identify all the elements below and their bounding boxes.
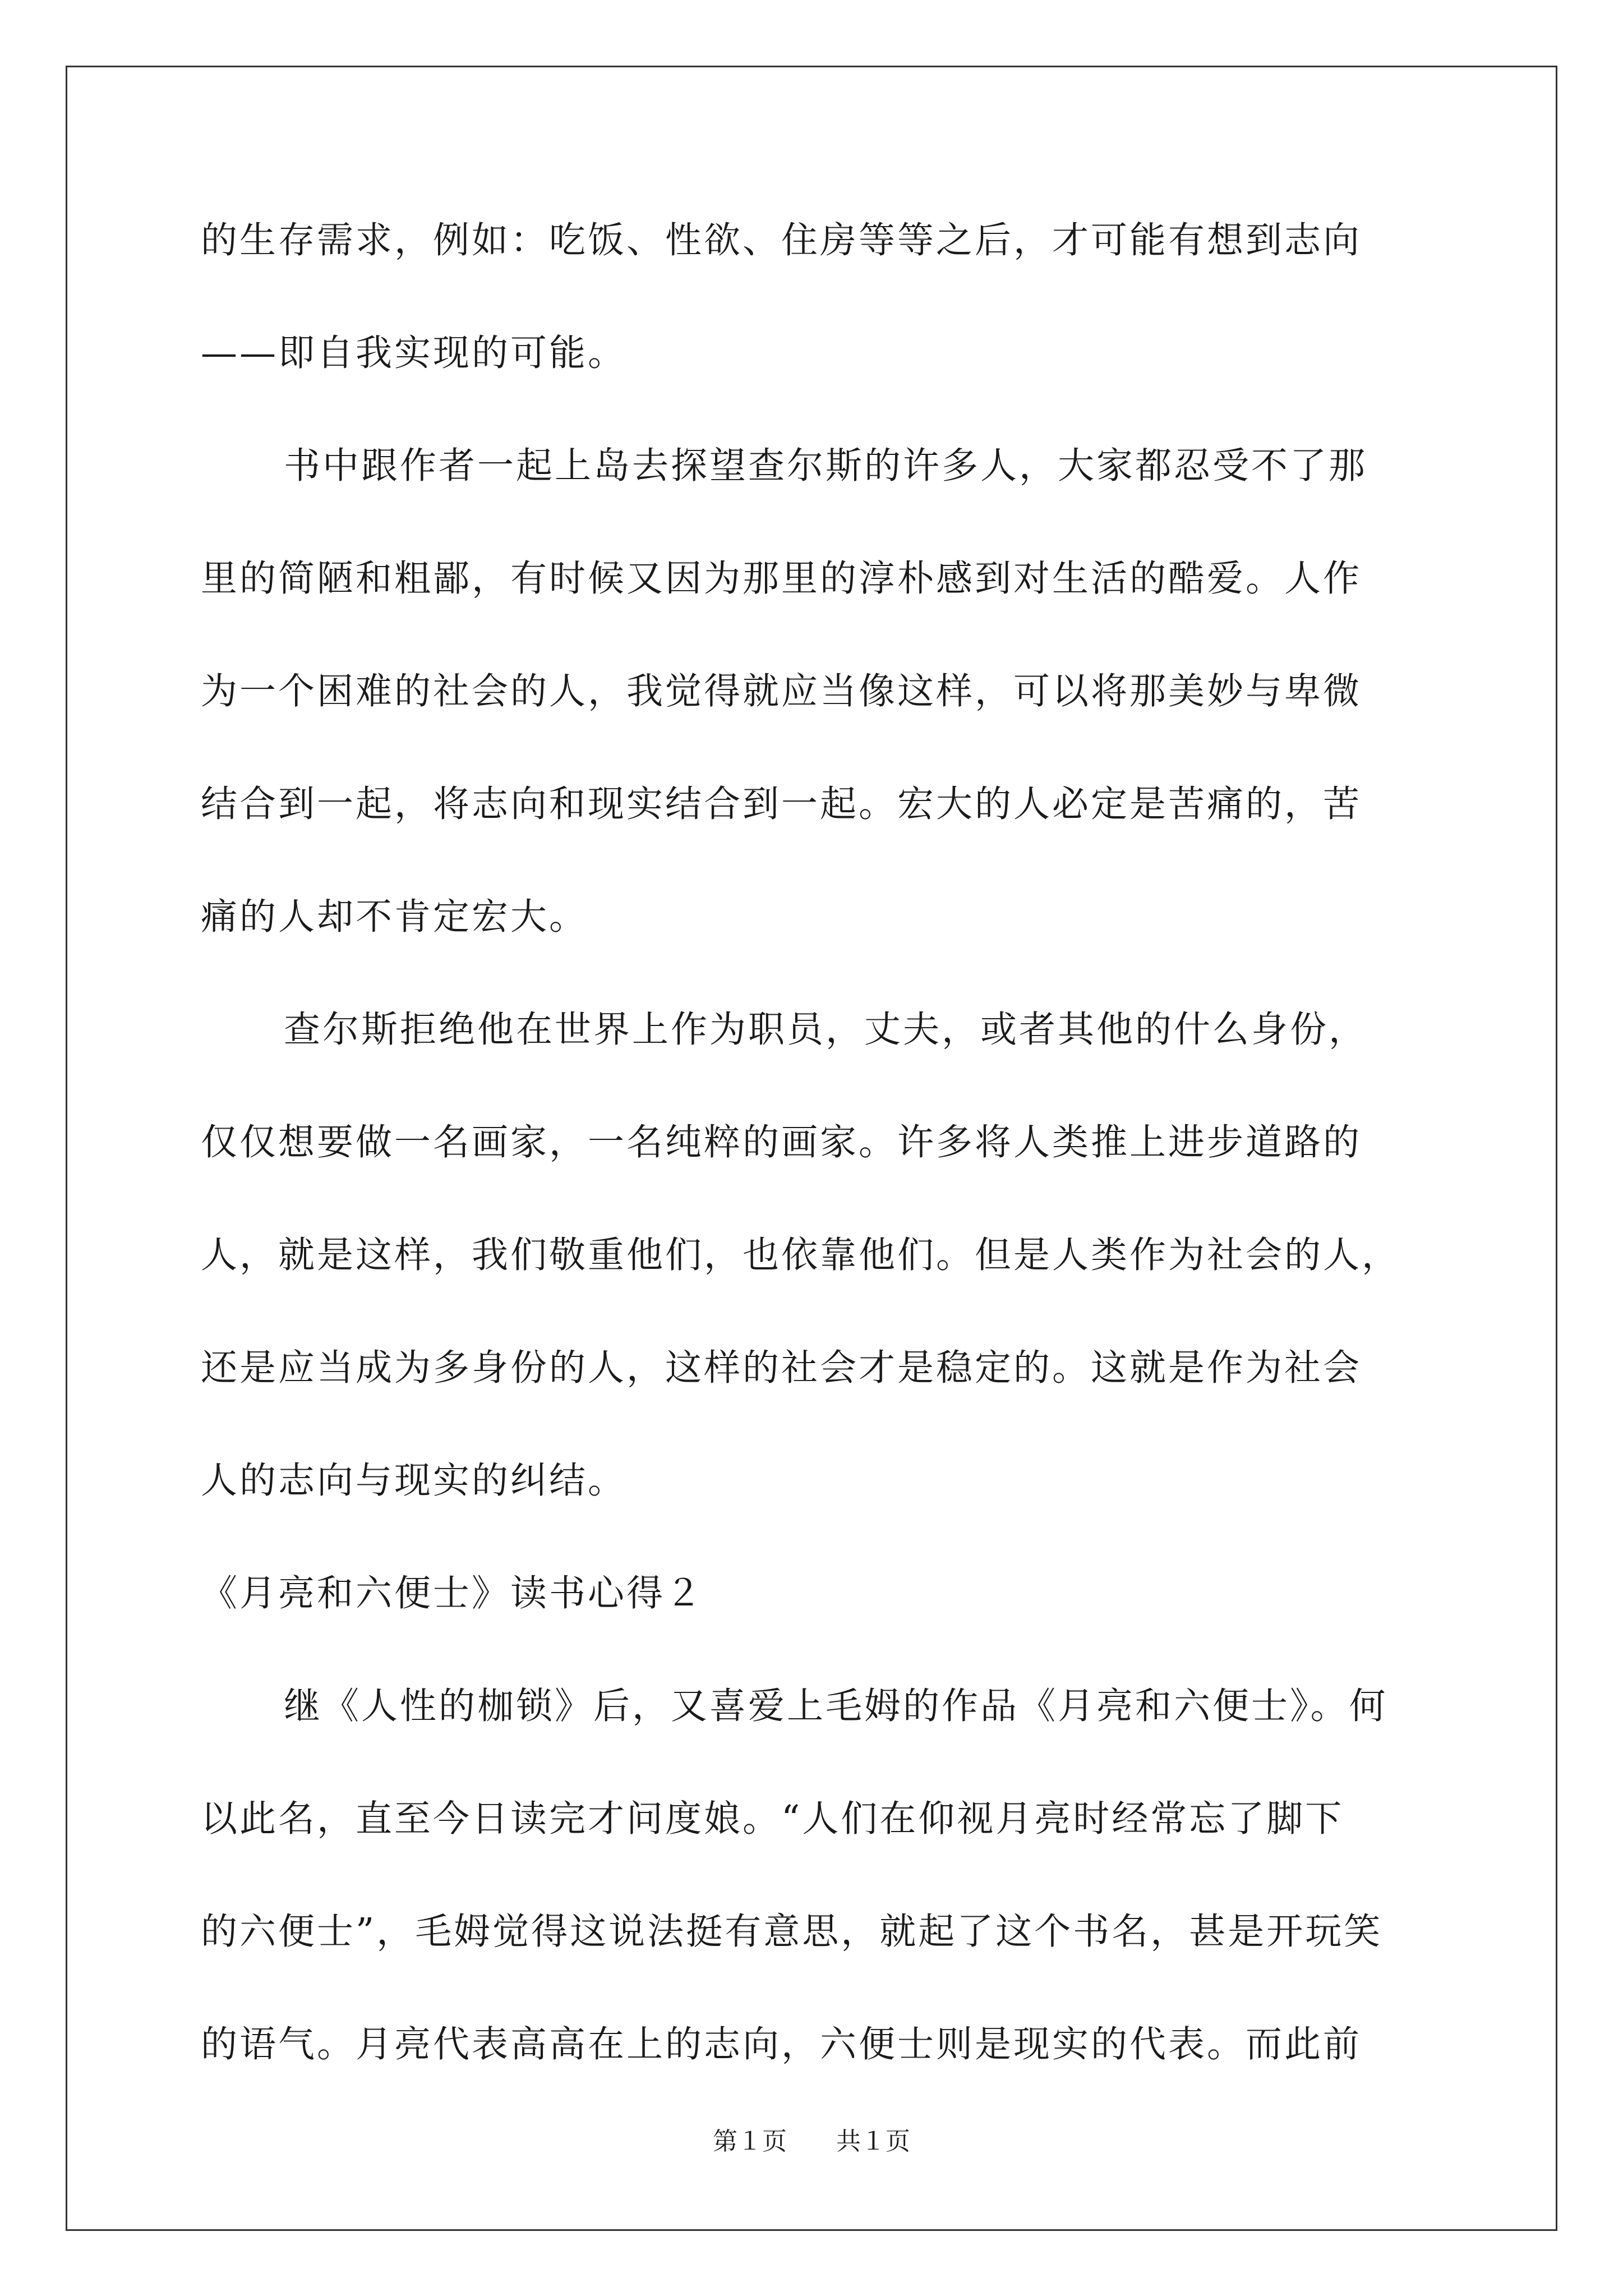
text-line: 的语气。月亮代表高高在上的志向，六便士则是现实的代表。而此前 [201, 2023, 1362, 2065]
text-line: 以此名，直至今日读完才问度娘。“人们在仰视月亮时经常忘了脚下 [201, 1798, 1344, 1840]
page-number: 第１页 [713, 2127, 787, 2156]
section-heading: 《月亮和六便士》读书心得２ [201, 1572, 704, 1614]
text-line: 还是应当成为多身份的人，这样的社会才是稳定的。这就是作为社会 [201, 1347, 1362, 1389]
text-line: 里的简陋和粗鄙，有时候又因为那里的淳朴感到对生活的酷爱。人作 [201, 558, 1362, 600]
page-footer [0, 2128, 1623, 2156]
text-line: 痛的人却不肯定宏大。 [201, 896, 588, 938]
document-body [201, 220, 1463, 2065]
paragraph-start-line: 查尔斯拒绝他在世界上作为职员，丈夫，或者其他的什么身份， [284, 1009, 1368, 1051]
text-line: 人，就是这样，我们敬重他们，也依靠他们。但是人类作为社会的人， [201, 1234, 1401, 1276]
paragraph-start-line: 书中跟作者一起上岛去探望查尔斯的许多人，大家都忍受不了那 [284, 445, 1368, 487]
text-line: 结合到一起，将志向和现实结合到一起。宏大的人必定是苦痛的，苦 [201, 783, 1362, 825]
text-line: 的六便士”，毛姆觉得这说法挺有意思，就起了这个书名，甚是开玩笑 [201, 1911, 1383, 1953]
text-line: ——即自我实现的可能。 [201, 332, 627, 374]
text-line: 人的志向与现实的纠结。 [201, 1460, 627, 1502]
text-line: 仅仅想要做一名画家，一名纯粹的画家。许多将人类推上进步道路的 [201, 1121, 1362, 1163]
text-line: 为一个困难的社会的人，我觉得就应当像这样，可以将那美妙与卑微 [201, 670, 1362, 712]
paragraph-start-line: 继《人性的枷锁》后，又喜爱上毛姆的作品《月亮和六便士》。何 [284, 1685, 1388, 1727]
text-line: 的生存需求，例如：吃饭、性欲、住房等等之后，才可能有想到志向 [201, 219, 1362, 261]
page-total: 共１页 [836, 2127, 910, 2156]
